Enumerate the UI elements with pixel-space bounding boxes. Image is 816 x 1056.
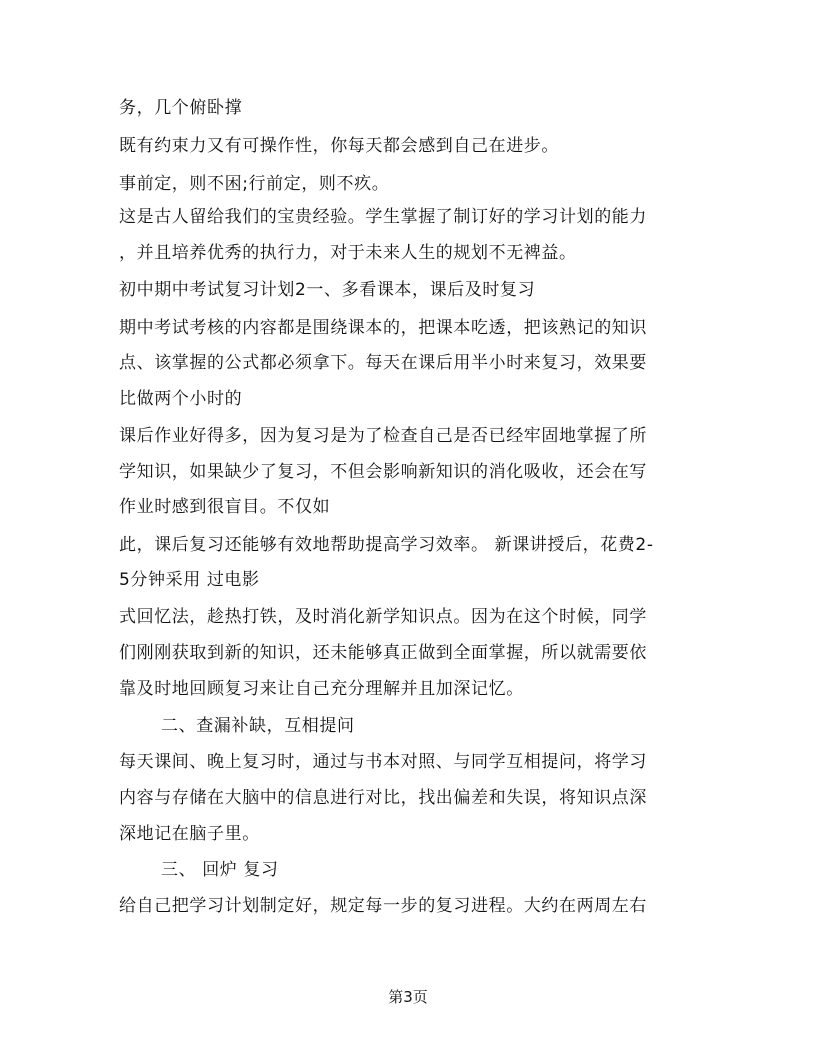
text-line: 内容与存储在大脑中的信息进行对比，找出偏差和失误，将知识点深 [119, 788, 647, 808]
text-line: 给自己把学习计划制定好，规定每一步的复习进程。大约在两周左右 [119, 896, 647, 916]
text-line: 点、该掌握的公式都必须拿下。每天在课后用半小时来复习，效果要 [119, 353, 647, 373]
text-line: 这是古人留给我们的宝贵经验。学生掌握了制订好的学习计划的能力 [119, 207, 647, 227]
text-line: 既有约束力又有可操作性，你每天都会感到自己在进步。 [119, 136, 559, 156]
text-line: 5分钟采用 过电影 [119, 570, 260, 590]
text-line: 比做两个小时的 [119, 389, 243, 409]
text-line: 每天课间、晚上复习时，通过与书本对照、与同学互相提问，将学习 [119, 752, 647, 772]
section-heading: 二、查漏补缺，互相提问 [161, 716, 355, 736]
text-line: 初中期中考试复习计划2一、多看课本，课后及时复习 [119, 280, 536, 300]
section-heading: 三、 回炉 复习 [161, 860, 279, 880]
text-line: 式回忆法，趁热打铁，及时消化新学知识点。因为在这个时候，同学 [119, 607, 647, 627]
text-line: 此，课后复习还能够有效地帮助提高学习效率。 新课讲授后，花费2- [119, 535, 654, 555]
text-line: 靠及时地回顾复习来让自己充分理解并且加深记忆。 [119, 679, 524, 699]
text-line: ，并且培养优秀的执行力，对于未来人生的规划不无裨益。 [119, 243, 577, 263]
text-line: 深地记在脑子里。 [119, 824, 260, 844]
text-line: 务，几个俯卧撑 [119, 98, 243, 118]
text-line: 们刚刚获取到新的知识，还未能够真正做到全面掌握，所以就需要依 [119, 643, 647, 663]
text-line: 期中考试考核的内容都是围绕课本的，把课本吃透，把该熟记的知识 [119, 318, 647, 338]
text-line: 作业时感到很盲目。不仅如 [119, 497, 331, 517]
text-line: 学知识，如果缺少了复习，不但会影响新知识的消化吸收，还会在写 [119, 462, 647, 482]
text-line: 课后作业好得多，因为复习是为了检查自己是否已经牢固地掌握了所 [119, 426, 647, 446]
text-line: 事前定，则不困;行前定，则不疚。 [119, 174, 390, 194]
page-number: 第3页 [388, 988, 428, 1006]
